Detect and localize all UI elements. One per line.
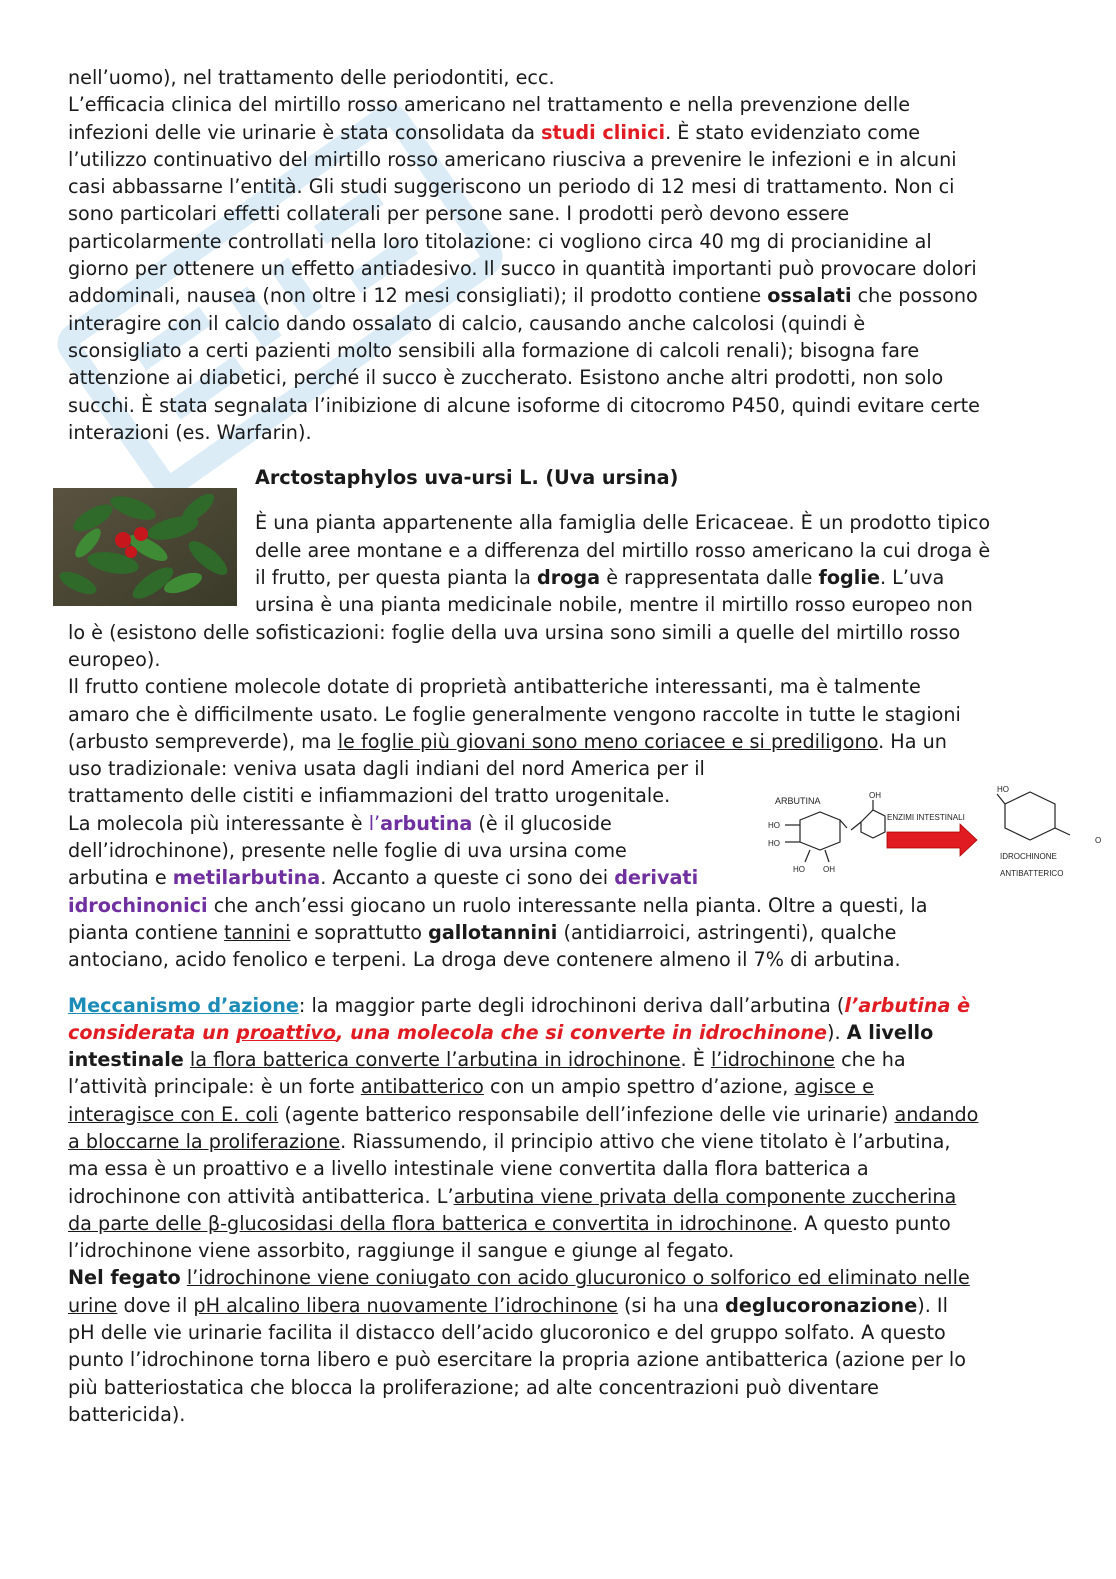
ho-label: HO (793, 865, 805, 874)
ho-label: HO (768, 839, 780, 848)
oh-label: OH (869, 791, 881, 800)
oh-label: OH (823, 865, 835, 874)
section-heading-uva-ursina: Arctostaphylos uva-ursi L. (Uva ursina) (255, 466, 679, 490)
ho-label: HO (768, 821, 780, 830)
paragraph-uva-ursina-intro: È una pianta appartenente alla famiglia delle Ericaceae. È un prodotto tipico delle aree montane e a differenza del mirtillo rosso americano la cui droga è il frutto, per questa pianta la droga è rappresentata dalle foglie. L’uva ursina è una pianta medicinale nobile, mentre il mirtillo rosso europeo non lo è (esistono delle sofisticazioni: foglie della uva ursina sono simili a quelle del mirtillo rosso europeo). Il frutto contiene molecole dotate di proprietà antibatteriche interessanti, ma è talmente amaro che è difficilmente usato. Le foglie generalmente vengono raccolte in tutte le stagioni (arbusto sempreverde), ma le foglie più giovani sono meno coriacee e si prediligono. Ha un uso tradizionale: veniva usata dagli indiani del nord America per il trattamento delle cistiti e infiammazioni del tratto urogenitale. La molecola più interessante è l’arbutina (è il glucoside dell’idrochinone), presente nelle foglie di uva ursina come arbutina e metilarbutina. Accanto a queste ci sono dei derivati idrochinonici che anch’essi giocano un ruolo interessante nella pianta. Oltre a questi, la pianta contiene tannini e soprattutto gallotannini (antidiarroici, astringenti), qualche antociano, acido fenolico e terpeni. La droga deve contenere almeno il 7% di arbutina. (68, 511, 991, 972)
paragraph-cranberry: nell’uomo), nel trattamento delle periodontiti, ecc. L’efficacia clinica del mirtillo rosso americano nel trattamento e nella prevenzione delle infezioni delle vie urinarie è stata consolidata da studi clinici. È stato evidenziato come l’utilizzo continuativo del mirtillo rosso americano riusciva a prevenire le infezioni e in alcuni casi abbassarne l’entità. Gli studi suggeriscono un periodo di 12 mesi di trattamento. Non ci sono particolari effetti collaterali per persone sane. I prodotti però devono essere particolarmente controllati nella loro titolazione: ci vogliono circa 40 mg di procianidine al giorno per ottenere un effetto antiadesivo. Il succo in quantità importanti può provocare dolori addominali, nausea (non oltre i 12 mesi consigliati); il prodotto contiene ossalati che possono interagire con il calcio dando ossalato di calcio, causando anche calcolosi (quindi è sconsigliato a certi pazienti molto sensibili alla formazione di calcoli renali); bisogna fare attenzione ai diabetici, perché il succo è zuccherato. Esistono anche altri prodotti, non solo succhi. È stata segnalata l’inibizione di alcune isoforme di citocromo P450, quindi evitare certe interazioni (es. Warfarin). (68, 66, 980, 444)
enzimi-label: ENZIMI INTESTINALI (887, 813, 965, 822)
o-label: O (1095, 836, 1102, 845)
arbutina-label: ARBUTINA (775, 796, 821, 806)
highlight-studi-clinici: studi clinici (541, 120, 666, 144)
meccanismo-link: Meccanismo d’azione (68, 993, 299, 1017)
ho-label: HO (997, 785, 1009, 794)
document-body (68, 64, 1048, 1428)
paragraph-meccanismo: Meccanismo d’azione: la maggior parte degli idrochinoni deriva dall’arbutina (l’arbutina è considerata un proattivo, una molecola che si converte in idrochinone). A livello intestinale la flora batterica converte l’arbutina in idrochinone. È l’idrochinone che ha l’attività principale: è un forte antibatterico con un ampio spettro d’azione, agisce e interagisce con E. coli (agente batterico responsabile dell’infezione delle vie urinarie) andando a bloccarne la proliferazione. Riassumendo, il principio attivo che viene titolato è l’arbutina, ma essa è un proattivo e a livello intestinale viene convertita dalla flora batterica a idrochinone con attività antibatterica. L’arbutina viene privata della componente zuccherina da parte delle β-glucosidasi della flora batterica e convertita in idrochinone. A questo punto l’idrochinone viene assorbito, raggiunge il sangue e giunge al fegato. Nel fegato l’idrochinone viene coniugato con acido glucuronico o solforico ed eliminato nelle urine dove il pH alcalino libera nuovamente l’idrochinone (si ha una deglucoronazione). Il pH delle vie urinarie facilita il distacco dell’acido glucoronico e del gruppo solfato. A questo punto l’idrochinone torna libero e può esercitare la propria azione antibatterica (azione per lo più batteriostatica che blocca la proliferazione; ad alte concentrazioni può diventare battericida). (68, 993, 979, 1426)
antibatterico-label: ANTIBATTERICO (1000, 869, 1064, 878)
idrochinone-label: IDROCHINONE (1000, 852, 1057, 861)
